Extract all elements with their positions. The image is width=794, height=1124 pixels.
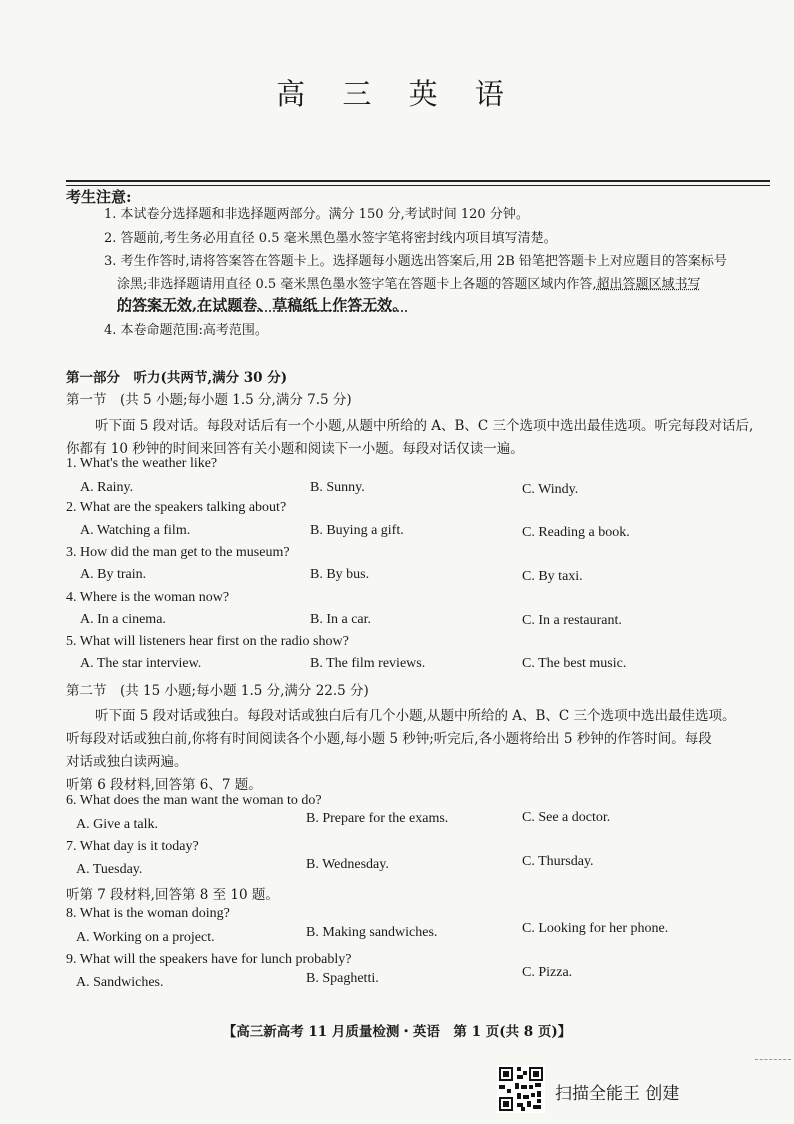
notice-emphasis-1: 超出答题区域书写 <box>596 277 701 292</box>
section2-instr-2: 听每段对话或独白前,你将有时间阅读各个小题,每小题 5 秒钟;听完后,各小题将给出 5 秒钟的作答时间。每段 <box>66 731 712 747</box>
question-4: 4. Where is the woman now? <box>66 590 230 605</box>
material-6-label: 听第 6 段材料,回答第 6、7 题。 <box>66 777 262 793</box>
section1-instr-1: 听下面 5 段对话。每段对话后有一个小题,从题中所给的 A、B、C 三个选项中选出最佳选项。听完每段对话后, <box>95 418 754 434</box>
q8-option-b: B. Making sandwiches. <box>306 925 438 940</box>
notice-item-2: 2. 答题前,考生务必用直径 0.5 毫米黑色墨水签字笔将密封线内项目填写清楚。 <box>104 231 557 246</box>
q7-option-b: B. Wednesday. <box>306 857 389 872</box>
section2-instr-3: 对话或独白读两遍。 <box>66 754 188 770</box>
section2-instr-1: 听下面 5 段对话或独白。每段对话或独白后有几个小题,从题中所给的 A、B、C 三个选项中选出最佳选项。 <box>95 708 736 724</box>
q2-option-c: C. Reading a book. <box>522 525 630 540</box>
question-6: 6. What does the man want the woman to do? <box>66 793 322 808</box>
notice-item-3-line2: 涂黑;非选择题请用直径 0.5 毫米黑色墨水签字笔在答题卡上各题的答题区域内作答, <box>117 277 597 292</box>
q4-option-b: B. In a car. <box>310 612 372 627</box>
scanner-watermark: 扫描全能王 创建 <box>555 1084 680 1104</box>
page-footer: 【高三新高考 11 月质量检测・英语 第 1 页(共 8 页)】 <box>222 1024 572 1040</box>
q4-option-a: A. In a cinema. <box>80 612 166 627</box>
material-7-label: 听第 7 段材料,回答第 8 至 10 题。 <box>66 887 279 903</box>
page-title: 高 三 英 语 <box>276 77 518 111</box>
q3-option-a: A. By train. <box>80 567 147 582</box>
q9-option-b: B. Spaghetti. <box>306 971 379 986</box>
q2-option-b: B. Buying a gift. <box>310 523 404 538</box>
question-1: 1. What's the weather like? <box>66 456 218 471</box>
q5-option-a: A. The star interview. <box>80 656 202 671</box>
question-7: 7. What day is it today? <box>66 839 199 854</box>
q3-option-b: B. By bus. <box>310 567 370 582</box>
question-5: 5. What will listeners hear first on the radio show? <box>66 634 349 649</box>
q1-option-a: A. Rainy. <box>80 480 134 495</box>
q2-option-a: A. Watching a film. <box>80 523 191 538</box>
q9-option-a: A. Sandwiches. <box>76 975 164 990</box>
question-9: 9. What will the speakers have for lunch probably? <box>66 952 352 967</box>
q8-option-a: A. Working on a project. <box>76 930 215 945</box>
header-rule-thin <box>66 185 770 186</box>
q6-option-c: C. See a doctor. <box>522 810 611 825</box>
q5-option-b: B. The film reviews. <box>310 656 426 671</box>
q4-option-c: C. In a restaurant. <box>522 613 622 628</box>
notice-emphasis-2: 的答案无效,在试题卷、草稿纸上作答无效。 <box>117 296 408 314</box>
q3-option-c: C. By taxi. <box>522 569 583 584</box>
notice-item-3: 3. 考生作答时,请将答案答在答题卡上。选择题每小题选出答案后,用 2B 铅笔把答题卡上对应题目的答案标号 <box>104 254 727 269</box>
q1-option-b: B. Sunny. <box>310 480 365 495</box>
q6-option-b: B. Prepare for the exams. <box>306 811 449 826</box>
section2-heading: 第二节 (共 15 小题;每小题 1.5 分,满分 22.5 分) <box>66 683 369 699</box>
q5-option-c: C. The best music. <box>522 656 627 671</box>
section1-heading: 第一节 (共 5 小题;每小题 1.5 分,满分 7.5 分) <box>66 392 352 408</box>
notice-item-4: 4. 本卷命题范围:高考范围。 <box>104 323 268 338</box>
header-rule <box>66 180 770 182</box>
q9-option-c: C. Pizza. <box>522 965 573 980</box>
notice-item-1: 1. 本试卷分选择题和非选择题两部分。满分 150 分,考试时间 120 分钟。 <box>104 207 529 222</box>
question-3: 3. How did the man get to the museum? <box>66 545 290 560</box>
q6-option-a: A. Give a talk. <box>76 817 159 832</box>
part1-heading: 第一部分 听力(共两节,满分 30 分) <box>66 370 288 386</box>
q7-option-c: C. Thursday. <box>522 854 594 869</box>
question-8: 8. What is the woman doing? <box>66 906 230 921</box>
q7-option-a: A. Tuesday. <box>76 862 143 877</box>
question-2: 2. What are the speakers talking about? <box>66 500 287 515</box>
notice-item-3-cont <box>117 276 794 294</box>
scan-artifact-line <box>755 1059 791 1060</box>
q8-option-c: C. Looking for her phone. <box>522 921 669 936</box>
section1-instr-2: 你都有 10 秒钟的时间来回答有关小题和阅读下一小题。每段对话仅读一遍。 <box>66 441 524 457</box>
notice-heading: 考生注意: <box>66 188 132 206</box>
qr-code-icon <box>497 1065 545 1113</box>
q1-option-c: C. Windy. <box>522 482 579 497</box>
